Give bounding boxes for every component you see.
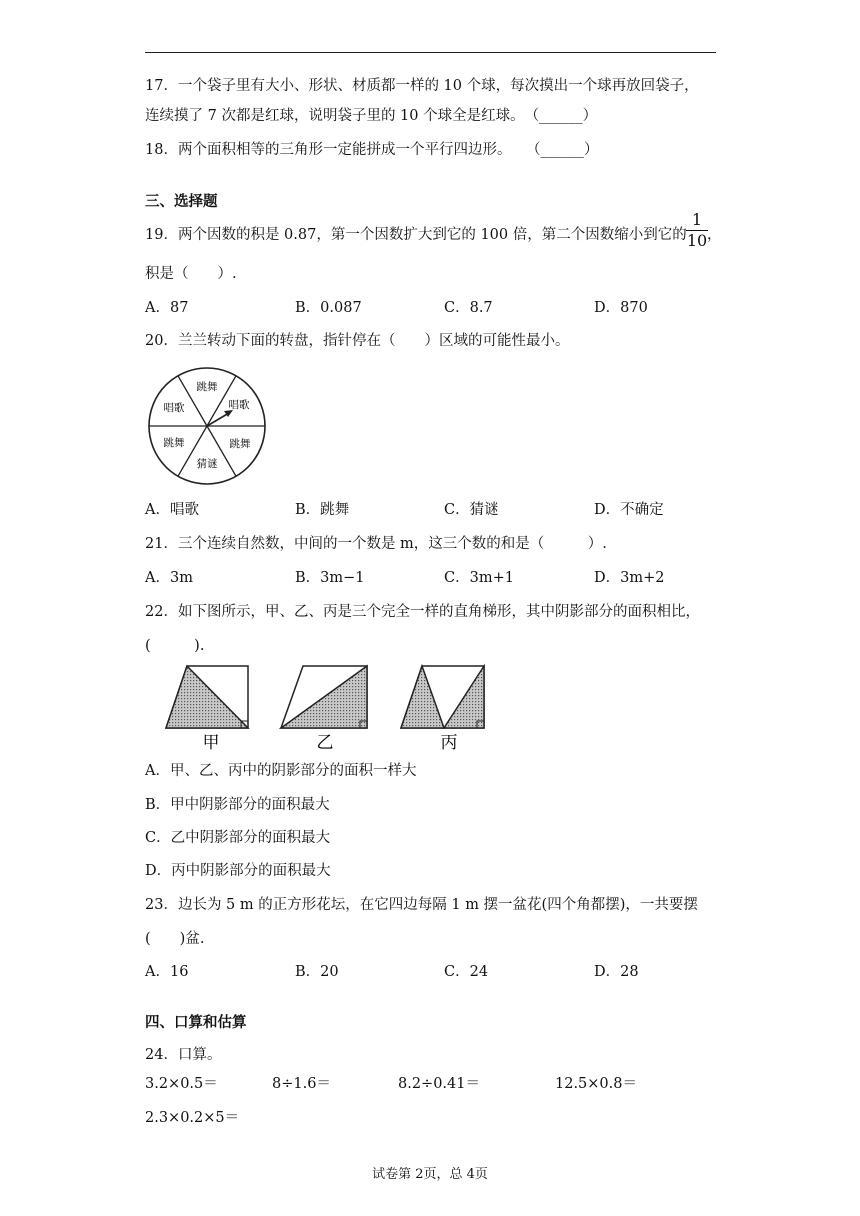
wheel-label-top: 跳舞 (196, 381, 218, 393)
figure-label-yi: 乙 (316, 733, 334, 753)
q23-option-c: C．24 (444, 964, 489, 980)
figure-label-jia: 甲 (202, 733, 220, 753)
q19-line2: 积是（ ）. (145, 266, 237, 282)
trapezoid-jia (166, 666, 248, 753)
q24-item-1: 3.2×0.5＝ (145, 1076, 218, 1092)
q24-item-4: 12.5×0.8＝ (555, 1076, 637, 1092)
wheel-label-lower-right: 跳舞 (229, 438, 251, 450)
q20-option-a: A．唱歌 (145, 502, 199, 518)
q23-option-b: B．20 (295, 964, 339, 980)
q17-line1: 17．一个袋子里有大小、形状、材质都一样的 10 个球，每次摸出一个球再放回袋子， (145, 78, 699, 94)
q20-text: 20．兰兰转动下面的转盘，指针停在（ ）区域的可能性最小。 (145, 333, 570, 349)
q18-text: 18．两个面积相等的三角形一定能拼成一个平行四边形。 （______） (145, 142, 599, 158)
q22-option-d: D．丙中阴影部分的面积最大 (145, 863, 331, 879)
page-footer: 试卷第 2页，总 4页 (372, 1167, 488, 1182)
q24-item-2: 8÷1.6＝ (272, 1076, 331, 1092)
trapezoid-figures (160, 662, 500, 754)
q24-title: 24．口算。 (145, 1047, 222, 1063)
q21-option-b: B．3m−1 (295, 570, 365, 586)
q22-option-c: C．乙中阴影部分的面积最大 (145, 830, 331, 846)
header-rule (145, 52, 716, 53)
q22-option-a: A．甲、乙、丙中的阴影部分的面积一样大 (145, 763, 417, 779)
wheel-label-upper-right: 唱歌 (228, 399, 250, 411)
q19-line1: 19．两个因数的积是 0.87，第一个因数扩大到它的 100 倍，第二个因数缩小到它的 (145, 227, 687, 243)
trapezoid-bing (401, 666, 484, 753)
q24-item-3: 8.2÷0.41＝ (398, 1076, 480, 1092)
q19-fraction (686, 210, 708, 251)
q22-line2: ( ). (145, 638, 205, 654)
q19-option-a: A．87 (145, 300, 189, 316)
q21-text: 21．三个连续自然数，中间的一个数是 m，这三个数的和是（ ）. (145, 536, 607, 552)
section4-title: 四、口算和估算 (145, 1015, 247, 1031)
spinner-wheel-figure (145, 364, 270, 488)
wheel-label-lower-left: 跳舞 (163, 437, 185, 449)
wheel-label-bottom: 猜谜 (196, 458, 218, 470)
q21-option-d: D．3m+2 (594, 570, 665, 586)
q23-line2: ( )盆. (145, 931, 205, 947)
q19-frac-num: 1 (686, 210, 708, 231)
section3-title: 三、选择题 (145, 194, 218, 210)
q20-option-d: D．不确定 (594, 502, 664, 518)
q22-option-b: B．甲中阴影部分的面积最大 (145, 797, 330, 813)
q24-item-5: 2.3×0.2×5＝ (145, 1110, 240, 1126)
q19-frac-den: 10 (686, 231, 708, 250)
q19-option-c: C．8.7 (444, 300, 493, 316)
q17-line2: 连续摸了 7 次都是红球，说明袋子里的 10 个球全是红球。 （______） (145, 108, 598, 124)
trapezoid-yi (281, 666, 367, 753)
figure-label-bing: 丙 (440, 733, 458, 753)
wheel-label-upper-left: 唱歌 (163, 402, 185, 414)
q23-option-d: D．28 (594, 964, 639, 980)
q21-option-c: C．3m+1 (444, 570, 514, 586)
q19-option-d: D．870 (594, 300, 648, 316)
q23-option-a: A．16 (145, 964, 189, 980)
q19-frac-tail: ， (707, 227, 722, 243)
q19-option-b: B．0.087 (295, 300, 362, 316)
q23-line1: 23．边长为 5 m 的正方形花坛，在它四边每隔 1 m 摆一盆花(四个角都摆)，一共要摆 (145, 897, 698, 913)
q20-option-b: B．跳舞 (295, 502, 350, 518)
q20-option-c: C．猜谜 (444, 502, 499, 518)
q22-line1: 22．如下图所示，甲、乙、丙是三个完全一样的直角梯形，其中阴影部分的面积相比， (145, 604, 700, 620)
q21-option-a: A．3m (145, 570, 193, 586)
